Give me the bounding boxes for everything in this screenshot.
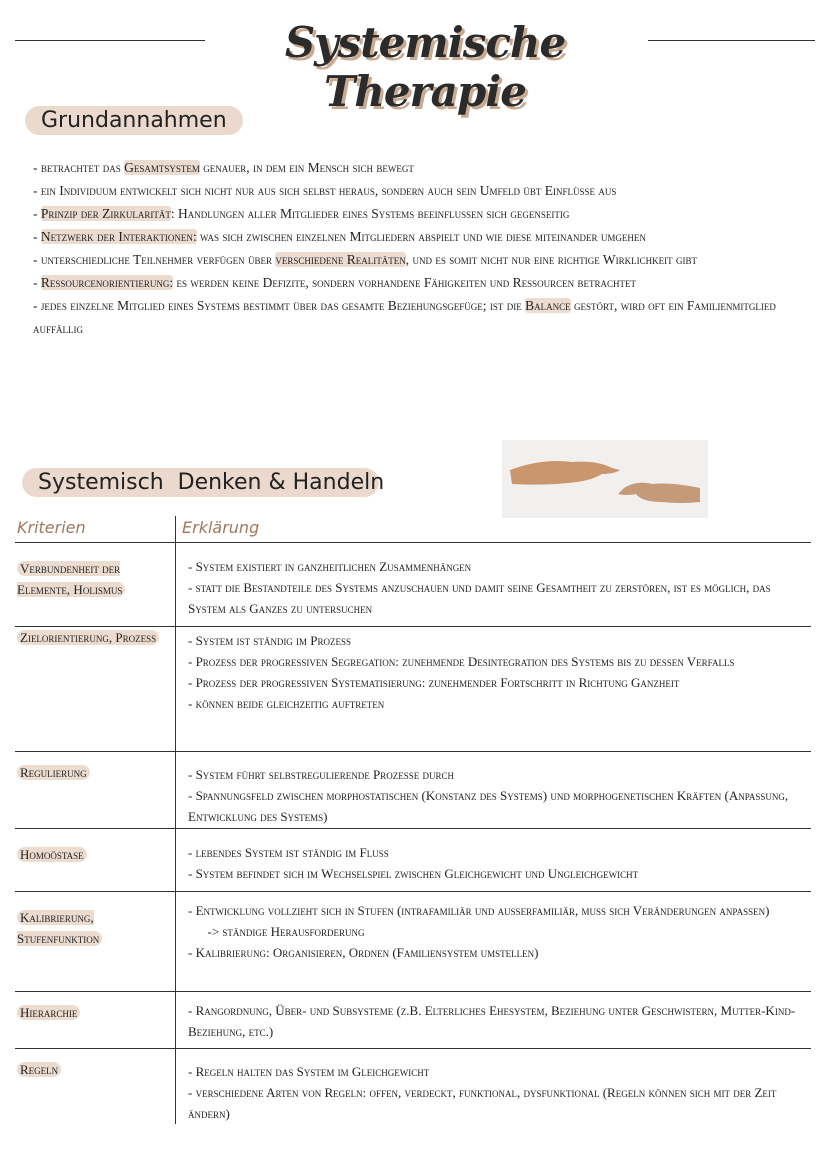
row-divider bbox=[15, 891, 811, 892]
table-header-divider bbox=[15, 542, 811, 543]
explanation-line: - Spannungsfeld zwischen morphostatischen (Konstanz des Systems) und morphogenetischen Kräften (Anpassung, Entwicklung des Systems) bbox=[188, 788, 792, 824]
explanation-line: -> ständige Herausforderung bbox=[188, 924, 365, 939]
explanation-line: - Kalibrierung: Organisieren, Ordnen (Familiensystem umstellen) bbox=[188, 945, 539, 960]
highlighted-term: Prinzip der Zirkularität bbox=[40, 206, 171, 221]
hands-illustration bbox=[502, 440, 708, 518]
highlighted-term: Gesamtsystem bbox=[124, 160, 200, 175]
text-segment: - bbox=[33, 206, 41, 221]
criterion-cell bbox=[17, 762, 167, 783]
assumptions-list bbox=[33, 156, 803, 340]
text-segment: was sich zwischen einzelnen Mitgliedern abspielt und wie diese miteinander umgehen bbox=[196, 229, 646, 244]
row-divider bbox=[15, 991, 811, 992]
text-segment: , und es somit nicht nur eine richtige Wirklichkeit gibt bbox=[405, 252, 697, 267]
column-header-criteria: Kriterien bbox=[17, 518, 86, 537]
assumption-item bbox=[33, 225, 803, 248]
explanation-line: - Prozess der progressiven Systematisierung: zunehmender Fortschritt in Richtung Ganzheit bbox=[188, 675, 680, 690]
criterion-cell bbox=[17, 558, 167, 600]
explanation-line: - System ist ständig im Prozess bbox=[188, 633, 352, 648]
explanation-line: - verschiedene Arten von Regeln: offen, verdeckt, funktional, dysfunktional (Regeln können sich mit der Zeit ändern) bbox=[188, 1085, 780, 1121]
criterion-label: Regulierung bbox=[17, 765, 90, 780]
text-segment: - bbox=[33, 275, 41, 290]
text-segment: - ein Individuum entwickelt sich nicht nur aus sich selbst heraus, sondern auch sein Umfeld übt Einflüsse aus bbox=[33, 183, 617, 198]
explanation-cell bbox=[188, 900, 803, 963]
assumption-item bbox=[33, 156, 803, 179]
text-segment: - bbox=[33, 229, 41, 244]
text-segment: : Handlungen aller Mitglieder eines Systems beeinflussen sich gegenseitig bbox=[170, 206, 570, 221]
assumption-item bbox=[33, 202, 803, 225]
explanation-line: - Rangordnung, Über- und Subsysteme (z.B. Elterliches Ehesystem, Beziehung unter Geschwistern, Mutter-Kind-Beziehung, etc.) bbox=[188, 1003, 796, 1039]
criterion-label: Zielorientierung, Prozess bbox=[17, 630, 159, 645]
explanation-cell bbox=[188, 842, 803, 884]
criterion-label: Verbundenheit der Elemente, Holismus bbox=[17, 561, 125, 597]
row-divider bbox=[15, 1048, 811, 1049]
criterion-cell bbox=[17, 844, 167, 865]
explanation-line: - System befindet sich im Wechselspiel zwischen Gleichgewicht und Ungleichgewicht bbox=[188, 866, 639, 881]
section-heading-grundannahmen: Grundannahmen bbox=[25, 106, 243, 135]
assumption-item bbox=[33, 294, 803, 340]
criterion-cell bbox=[17, 1059, 167, 1080]
highlighted-term: Netzwerk der Interaktionen: bbox=[40, 229, 197, 244]
text-segment: es werden keine Defizite, sondern vorhandene Fähigkeiten und Ressourcen betrachtet bbox=[173, 275, 636, 290]
explanation-cell bbox=[188, 556, 803, 619]
criterion-label: Homoöstase bbox=[17, 847, 87, 862]
text-segment: - betrachtet das bbox=[33, 160, 125, 175]
explanation-line: - lebendes System ist ständig im Fluss bbox=[188, 845, 389, 860]
explanation-line: - System führt selbstregulierende Prozesse durch bbox=[188, 767, 455, 782]
explanation-line: - statt die Bestandteile des Systems anzuschauen und damit seine Gesamtheit zu zerstören, ist es möglich, das System als Ganzes zu untersuchen bbox=[188, 580, 774, 616]
text-segment: - unterschiedliche Teilnehmer verfügen über bbox=[33, 252, 276, 267]
criterion-label: Kalibrierung, Stufenfunktion bbox=[17, 910, 102, 946]
explanation-cell bbox=[188, 630, 803, 714]
column-header-explanation: Erklärung bbox=[182, 518, 260, 537]
assumption-item bbox=[33, 179, 803, 202]
section-heading-systemisch: Systemisch Denken & Handeln bbox=[22, 468, 379, 497]
row-divider bbox=[15, 751, 811, 752]
text-segment: gestört, wird oft ein Familienmitglied auffällig bbox=[33, 298, 776, 336]
explanation-cell bbox=[188, 1000, 803, 1042]
title-rule-right bbox=[648, 40, 815, 41]
row-divider bbox=[15, 626, 811, 627]
explanation-line: - Entwicklung vollzieht sich in Stufen (intrafamiliär und ausserfamiliär, muss sich Veränderungen anpassen) bbox=[188, 903, 770, 918]
highlighted-term: Balance bbox=[525, 298, 571, 313]
table-column-divider bbox=[175, 516, 176, 1124]
explanation-line: - System existiert in ganzheitlichen Zusammenhängen bbox=[188, 559, 472, 574]
text-segment: genauer, in dem ein Mensch sich bewegt bbox=[199, 160, 414, 175]
criterion-cell bbox=[17, 907, 167, 949]
page-title: Systemische Therapie bbox=[284, 18, 566, 116]
assumption-item bbox=[33, 248, 803, 271]
title-rule-left bbox=[15, 40, 205, 41]
explanation-line: - können beide gleichzeitig auftreten bbox=[188, 696, 385, 711]
explanation-line: - Prozess der progressiven Segregation: zunehmende Desintegration des Systems bis zu dessen Verfalls bbox=[188, 654, 735, 669]
explanation-line: - Regeln halten das System im Gleichgewicht bbox=[188, 1064, 430, 1079]
explanation-cell bbox=[188, 764, 803, 827]
criterion-cell bbox=[17, 1002, 167, 1023]
assumption-item bbox=[33, 271, 803, 294]
text-segment: - jedes einzelne Mitglied eines Systems bestimmt über das gesamte Beziehungsgefüge; ist die bbox=[33, 298, 526, 313]
highlighted-term: Ressourcenorientierung: bbox=[40, 275, 174, 290]
explanation-cell bbox=[188, 1061, 803, 1124]
highlighted-term: verschiedene Realitäten bbox=[275, 252, 406, 267]
criterion-cell bbox=[17, 627, 167, 648]
criterion-label: Hierarchie bbox=[17, 1005, 80, 1020]
criterion-label: Regeln bbox=[17, 1062, 61, 1077]
row-divider bbox=[15, 828, 811, 829]
